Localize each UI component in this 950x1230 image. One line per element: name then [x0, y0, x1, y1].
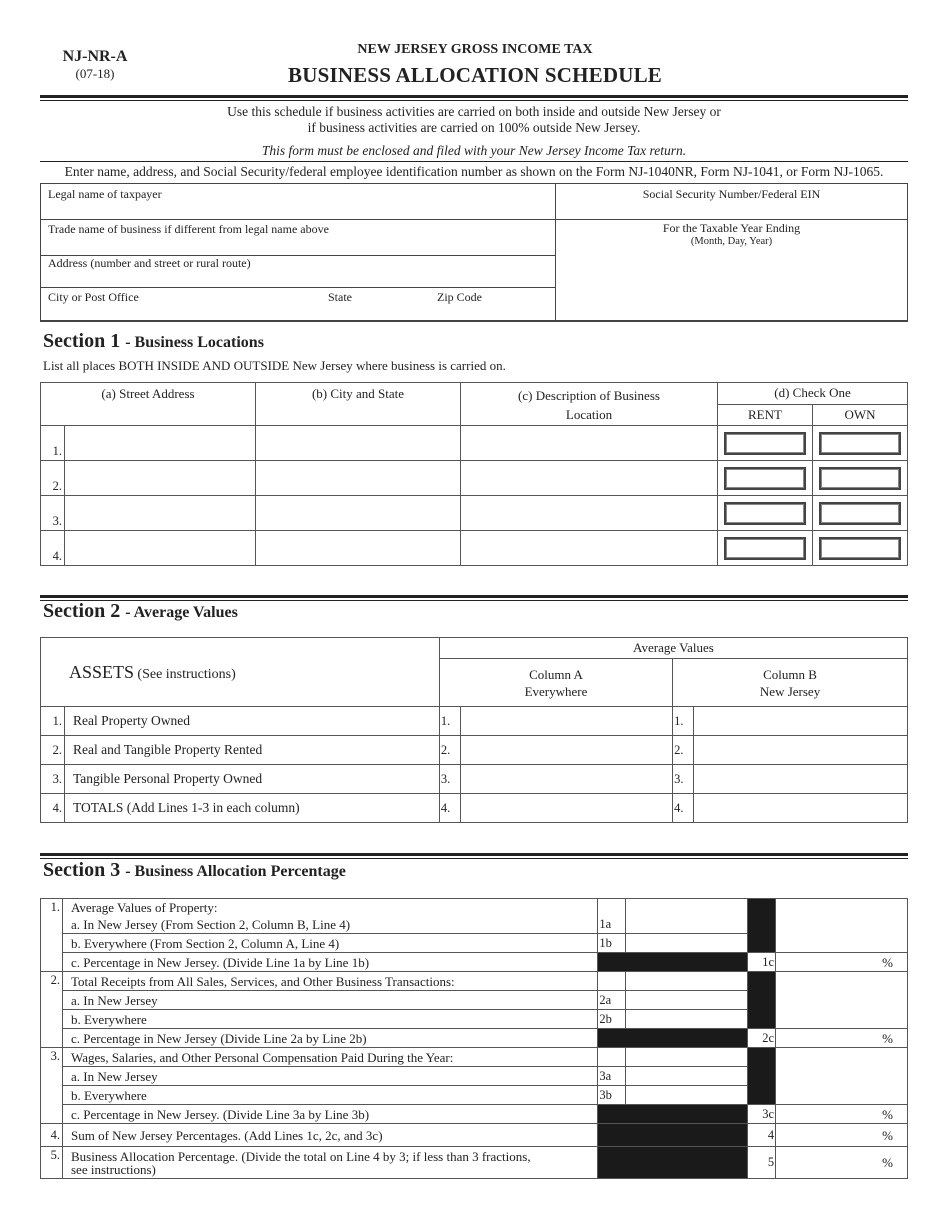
- allocation-table: 1. Average Values of Property: a. In New Jersey (From Section 2, Column B, Line 4) 1a b. Everywhere (From Section 2, Column A, Line 4) 1b c. Percentage in New Jersey. (Divide Line 1a by Line 1b) 1c % 2. Total Receipts from All Sales, Services, and Other Business Transactions: a. In New Jersey 2a b. Everywhere 2b c. Percentage in New Jersey (Divide Line 2a by Line 2b) 2c % 3. Wages, Salaries, and Other Personal Compensation Paid During the Year: a. In New Jersey 3a b. Everywhere 3b c. Percentage in New Jersey. (Divide Line 3a by Line 3b) 3c % 4. Sum of New Jersey Percentages. (Add Lines 1c, 2c, and 3c) 4 % 5. Business Allocation Percentage. (Divide the total on Line 4 by 3; if less than 3 fractions, see instructions) 5 %: [40, 898, 908, 1179]
- col-a-input[interactable]: [460, 707, 672, 736]
- own-checkbox[interactable]: [819, 467, 901, 490]
- section1-heading: [43, 330, 264, 353]
- city-input[interactable]: [256, 461, 461, 496]
- rent-checkbox[interactable]: [724, 537, 806, 560]
- trade-name-field[interactable]: Trade name of business if different from legal name above: [48, 222, 329, 236]
- location-row: 2.: [41, 461, 908, 496]
- description-input[interactable]: [461, 496, 718, 531]
- agency-title: NEW JERSEY GROSS INCOME TAX: [357, 42, 593, 57]
- year-ending-sublabel: (Month, Day, Year): [690, 236, 773, 247]
- column-a-header: Column A Everywhere: [439, 659, 672, 707]
- section1-subtitle: - Business Locations: [125, 334, 264, 351]
- avg-values-header: Average Values: [439, 638, 907, 659]
- location-row: 4.: [41, 531, 908, 566]
- col-check-one: (d) Check One: [718, 383, 908, 405]
- col-description: (c) Description of Business Location: [461, 383, 718, 426]
- legal-name-field[interactable]: Legal name of taxpayer: [48, 187, 162, 201]
- street-input[interactable]: [65, 496, 256, 531]
- locations-table: [40, 382, 908, 566]
- city-field[interactable]: City or Post Office: [48, 290, 139, 304]
- ssn-field[interactable]: Social Security Number/Federal EIN: [642, 187, 821, 201]
- own-checkbox[interactable]: [819, 432, 901, 455]
- line-1c-input[interactable]: %: [776, 953, 908, 972]
- col-own: OWN: [813, 404, 908, 426]
- assets-header: ASSETS (See instructions): [41, 638, 440, 707]
- zip-field[interactable]: Zip Code: [437, 290, 482, 304]
- location-row: 3.: [41, 496, 908, 531]
- instruction-line-1: Use this schedule if business activities are carried on both inside and outside New Jersey or: [227, 104, 721, 119]
- rent-checkbox[interactable]: [724, 502, 806, 525]
- section2-heading: [43, 600, 238, 623]
- street-input[interactable]: [65, 531, 256, 566]
- line-4-input[interactable]: %: [776, 1124, 908, 1147]
- section2-rule: [40, 595, 908, 598]
- assets-row: 2. Real and Tangible Property Rented 2. 2.: [41, 736, 908, 765]
- own-checkbox[interactable]: [819, 502, 901, 525]
- form-date: (07-18): [75, 66, 115, 81]
- col-b-input[interactable]: [694, 765, 908, 794]
- city-input[interactable]: [256, 496, 461, 531]
- year-ending-field[interactable]: For the Taxable Year Ending: [662, 221, 801, 235]
- col-rent: RENT: [718, 404, 813, 426]
- line-1b-input[interactable]: [626, 934, 748, 953]
- city-input[interactable]: [256, 531, 461, 566]
- line-1a-input[interactable]: [626, 916, 748, 934]
- enter-note: Enter name, address, and Social Security/federal employee identification number as shown on the Form NJ-1040NR, Form NJ-1041, or Form NJ-1065.: [64, 164, 884, 179]
- state-field[interactable]: State: [328, 290, 352, 304]
- col-b-input[interactable]: [694, 736, 908, 765]
- col-b-input[interactable]: [694, 707, 908, 736]
- instruction-line-2: if business activities are carried on 100% outside New Jersey.: [307, 120, 641, 135]
- description-input[interactable]: [461, 531, 718, 566]
- street-input[interactable]: [65, 426, 256, 461]
- col-city-state: (b) City and State: [256, 383, 461, 426]
- form-code: NJ-NR-A: [62, 48, 128, 65]
- header-rule-thin: [40, 100, 908, 101]
- section3-heading: [43, 859, 346, 882]
- enclose-note: This form must be enclosed and filed with your New Jersey Income Tax return.: [261, 143, 687, 158]
- divider: [40, 161, 908, 162]
- section1-description: List all places BOTH INSIDE AND OUTSIDE New Jersey where business is carried on.: [43, 358, 506, 373]
- line-5-input[interactable]: %: [776, 1147, 908, 1179]
- description-input[interactable]: [461, 426, 718, 461]
- assets-table: [40, 637, 908, 823]
- col-a-input[interactable]: [460, 794, 672, 823]
- section3-subtitle: - Business Allocation Percentage: [125, 863, 346, 880]
- col-b-input[interactable]: [694, 794, 908, 823]
- city-input[interactable]: [256, 426, 461, 461]
- rent-checkbox[interactable]: [724, 467, 806, 490]
- rent-checkbox[interactable]: [724, 432, 806, 455]
- section1-title: Section 1: [43, 330, 121, 352]
- column-b-header: Column B New Jersey: [673, 659, 908, 707]
- description-input[interactable]: [461, 461, 718, 496]
- assets-row: 1. Real Property Owned 1. 1.: [41, 707, 908, 736]
- line-3a-input[interactable]: [626, 1067, 748, 1086]
- line-3b-input[interactable]: [626, 1086, 748, 1105]
- line-2a-input[interactable]: [626, 991, 748, 1010]
- assets-row: 4. TOTALS (Add Lines 1-3 in each column) 4. 4.: [41, 794, 908, 823]
- location-row: 1.: [41, 426, 908, 461]
- line-2c-input[interactable]: %: [776, 1029, 908, 1048]
- assets-row: 3. Tangible Personal Property Owned 3. 3.: [41, 765, 908, 794]
- col-a-input[interactable]: [460, 736, 672, 765]
- address-field[interactable]: Address (number and street or rural route): [48, 256, 251, 270]
- line-3c-input[interactable]: %: [776, 1105, 908, 1124]
- header-rule: [40, 95, 908, 98]
- section3-title: Section 3: [43, 859, 121, 881]
- col-street-address: (a) Street Address: [41, 383, 256, 426]
- section2-title: Section 2: [43, 600, 121, 622]
- line-2b-input[interactable]: [626, 1010, 748, 1029]
- section3-rule: [40, 853, 908, 856]
- col-a-input[interactable]: [460, 765, 672, 794]
- section2-subtitle: - Average Values: [125, 604, 238, 621]
- street-input[interactable]: [65, 461, 256, 496]
- page-title: BUSINESS ALLOCATION SCHEDULE: [288, 63, 662, 87]
- own-checkbox[interactable]: [819, 537, 901, 560]
